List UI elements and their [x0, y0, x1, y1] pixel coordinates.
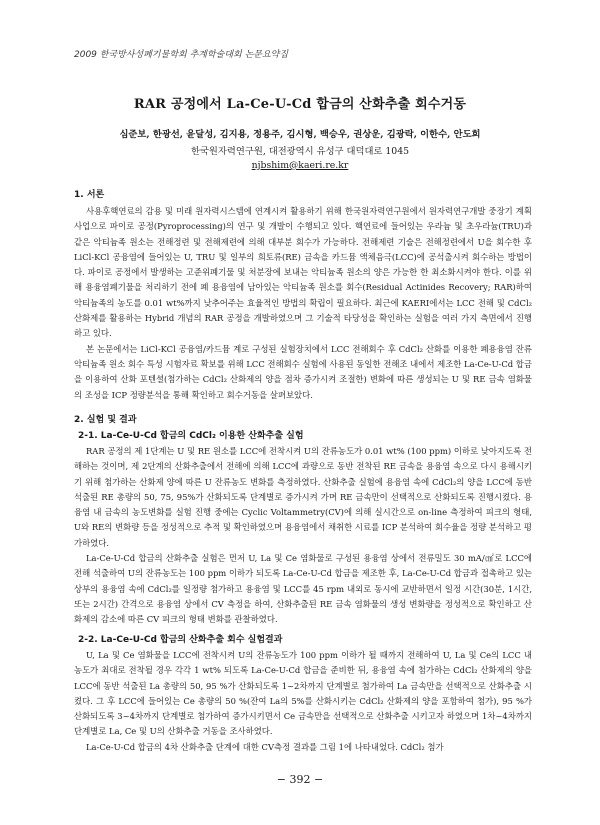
intro-body [74, 204, 532, 403]
section-heading-results: 2. 실험 및 결과 [74, 415, 137, 425]
intro-paragraph: 사용후핵연료의 감용 및 미래 원자력시스템에 연계시켜 활용하기 위해 한국원자력연구원에서 원자력연구개발 중장기 계획사업으로 파이로 공정(Pyroprocessing)의 연구 및 개발이 수행되고 있다. 핵연료에 들어있는 우라늄 및 초우라늄(TRU)과 같은 악티늄족 원소는 전해정련 및 전해제련에 의해 대부분 회수가 가능하다. 전해제련 기술은 전해정련에서 U을 회수한 후 LiCl-KCl 공융염에 들어있는 U, TRU 및 일부의 희토류(RE) 금속을 카드뮴 액체음극(LCC)에 공석출시켜 회수하는 방법이다. 파이로 공정에서 발생하는 고준위폐기물 및 처분장에 보내는 악티늄족 원소의 양은 가능한 한 최소화시켜야 한다. 이를 위해 용융염폐기물을 처리하기 전에 폐 용융염에 남아있는 악티늄족 원소를 회수(Residual Actinides Recovery; RAR)하여 악티늄족의 농도를 0.01 wt%까지 낮추어주는 효율적인 방법의 확립이 필요하다. 최근에 KAERI에서는 LCC 전해 및 CdCl₂ 산화제를 활용하는 Hybrid 개념의 RAR 공정을 개발하였으며 그 기술적 타당성을 확인하는 실험을 여러 가지 측면에서 진행하고 있다. [74, 206, 532, 339]
body-paragraph: U, La 및 Ce 염화물을 LCC에 전착시켜 U의 잔류농도가 100 ppm 이하가 될 때까지 전해하여 U, La 및 Ce의 LCC 내 농도가 최대로 전착될 경우 각각 1 wt% 되도록 La-Ce-U-Cd 합금을 준비한 뒤, 용융염 속에 첨가하는 CdCl₂ 산화제의 양을 LCC에 동반 석출된 La 총량의 50, 95 %가 산화되도록 1~2차까지 단계별로 첨가하여 La 금속만을 선택적으로 산화추출 시켰다. 그 후 LCC에 들어있는 Ce 총량의 50 %(잔여 La의 5%를 산화시키는 CdCl₂ 산화제의 양을 포함하여 첨가), 95 %가 산화되도록 3~4차까지 단계별로 첨가하여 증가시키면서 Ce 금속만을 선택적으로 산화추출 시키고자 하였으며 1차~4차까지 단계별로 La, Ce 및 U의 산화추출 거동을 조사하였다. [74, 650, 532, 737]
paper-title: RAR 공정에서 La-Ce-U-Cd 합금의 산화추출 회수거동 [133, 97, 467, 112]
page-number: − 392 − [276, 773, 324, 786]
subsection-2-1-body [74, 444, 532, 628]
running-header: 2009 한국방사성폐기물학회 추계학술대회 논문요약집 [74, 50, 289, 60]
body-paragraph: La-Ce-U-Cd 합금의 산화추출 실험은 먼저 U, La 및 Ce 염화물로 구성된 용융염 상에서 전류밀도 30 mA/㎠로 LCC에 전해 석출하여 U의 잔류농도는 100 ppm 이하가 되도록 La-Ce-U-Cd 합금을 제조한 후, La-Ce-U-Cd 합금과 접촉하고 있는 상부의 용융염 속에 CdCl₂를 일정량 첨가하고 용융염 및 LCC를 45 rpm 내외로 동시에 교반하면서 일정 시간(30분, 1시간, 또는 2시간) 간격으로 용융염 상에서 CV 측정을 하여, 산화추출된 RE 금속 염화물의 생성 변화량을 정성적으로 확인하고 산화제의 감소에 따른 CV 피크의 형태 변화를 관찰하였다. [74, 553, 532, 625]
body-paragraph: RAR 공정의 제 1단계는 U 및 RE 원소를 LCC에 전착시켜 U의 잔류농도가 0.01 wt% (100 ppm) 이하로 낮아지도록 전해하는 것이며, 제 2단계의 산화추출에서 전해에 의해 LCC에 과량으로 동반 전착된 RE 금속을 용융염 속으로 다시 용해시키기 위해 첨가하는 산화제 양에 따른 U 잔류농도 변화를 측정하였다. 산화추출 실험에 용융염 속에 CdCl₂의 양을 LCC에 동반 석출된 RE 총량의 50, 75, 95%가 산화되도록 단계별로 증가시켜 가며 RE 금속만이 선택적으로 산화되도록 진행시켰다. 용융염 내 금속의 농도변화를 실험 진행 중에는 Cyclic Voltammetry(CV)에 의해 실시간으로 on-line 측정하여 피크의 형태, U와 RE의 변화량 등을 정성적으로 추적 및 확인하였으며 용융염에서 채취한 시료를 ICP 분석하여 회수율을 정량 분석하고 평가하였다. [74, 446, 532, 548]
subsection-heading-2-2: 2-2. La-Ce-U-Cd 합금의 산화추출 회수 실험결과 [78, 635, 283, 645]
affiliation: 한국원자력연구원, 대전광역시 유성구 대덕대로 1045 [190, 146, 410, 157]
subsection-heading-2-1: 2-1. La-Ce-U-Cd 합금의 CdCl₂ 이용한 산화추출 실험 [78, 431, 304, 441]
body-paragraph: La-Ce-U-Cd 합금의 4차 산화추출 단계에 대한 CV측정 결과를 그림 1에 나타내었다. CdCl₂ 첨가 [86, 741, 444, 752]
intro-paragraph: 본 논문에서는 LiCl-KCl 공융염/카드뮴 계로 구성된 실험장치에서 LCC 전해회수 후 CdCl₂ 산화를 이용한 폐용융염 잔류 악티늄족 원소 회수 특성 시험자료 확보를 위해 LCC 전해회수 실험에 사용된 동일한 전해조 내에서 제조한 La-Ce-U-Cd 합금을 이용하여 산화 포텐셜(첨가하는 CdCl₂ 산화제의 양을 점차 증가시켜 조절한) 변화에 따른 생성되는 U 및 RE 금속 염화물의 조성을 ICP 정량분석을 통해 확인하고 회수거동을 살펴보았다. [74, 343, 532, 400]
subsection-2-2-body [74, 648, 532, 755]
email-link[interactable]: njbshim@kaeri.re.kr [251, 160, 349, 171]
section-heading-intro: 1. 서론 [74, 190, 105, 200]
author-list: 심준보, 한광선, 윤달성, 김지용, 정용주, 김시형, 백승우, 권상운, 김광락, 이한수, 안도희 [119, 129, 481, 140]
